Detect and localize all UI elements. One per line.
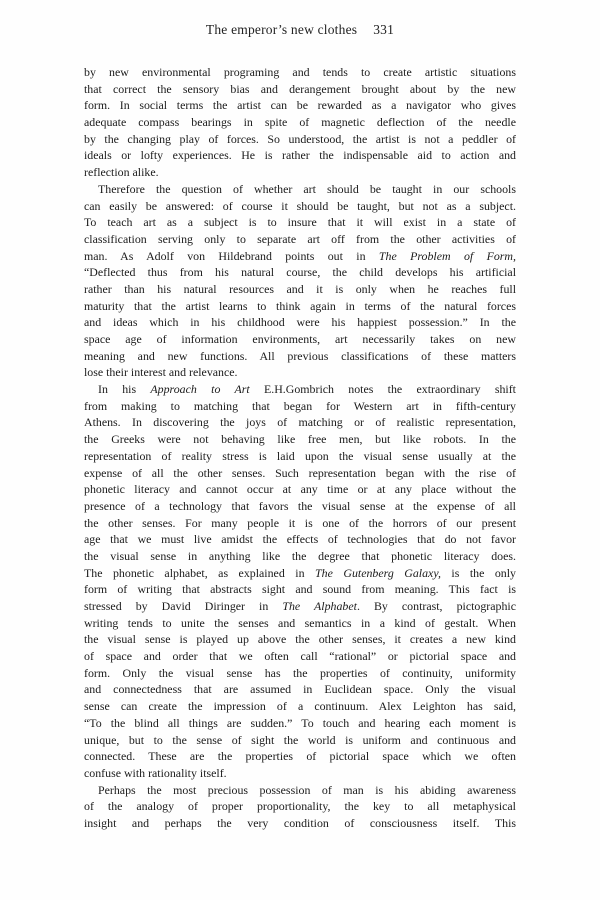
text-line: phonetic literacy and cannot occur at any time or at any place without the bbox=[84, 482, 516, 497]
text-line: Athens. In discovering the joys of matching or of realistic representation, bbox=[84, 415, 516, 430]
text-line: ideals or lofty experiences. He is rather the indispensable aid to action and bbox=[84, 148, 516, 163]
text-line: the visual sense in anything like the degree that phonetic literacy does. bbox=[84, 548, 516, 563]
text-line: and connectedness that are assumed in Euclidean space. Only the visual bbox=[84, 682, 516, 697]
page-number: 331 bbox=[373, 22, 395, 37]
text-line: connected. These are the properties of pictorial space which we often bbox=[84, 749, 516, 764]
text-line: In his Approach to Art E.H.Gombrich notes the extraordinary shift bbox=[98, 382, 516, 397]
text-line: age that we must live amidst the effects of technologies that do not favor bbox=[84, 532, 516, 547]
running-header bbox=[0, 22, 600, 38]
text-line: maturity that the artist learns to think again in terms of the natural forces bbox=[84, 298, 516, 313]
text-line: by new environmental programing and tends to create artistic situations bbox=[84, 65, 516, 79]
text-line: Therefore the question of whether art should be taught in our schools bbox=[98, 181, 516, 196]
paragraph bbox=[84, 64, 516, 181]
paragraph bbox=[84, 381, 516, 782]
text-line: presence of a technology that favors the visual sense at the expense of all bbox=[84, 498, 516, 513]
text-line: representation of reality stress is laid upon the visual sense usually at the bbox=[84, 448, 516, 463]
text-line: classification serving only to separate art off from the other activities of bbox=[84, 231, 516, 246]
text-line: writing tends to unite the senses and semantics in a kind of gestalt. When bbox=[84, 615, 516, 630]
text-line: lose their interest and relevance. bbox=[84, 365, 238, 380]
paragraph bbox=[84, 782, 516, 832]
text-line: form of writing that abstracts sight and sound from meaning. This fact is bbox=[84, 582, 516, 597]
text-line: that correct the sensory bias and derangement brought about by the new bbox=[84, 81, 516, 96]
text-line: form. In social terms the artist can be rewarded as a navigator who gives bbox=[84, 98, 516, 113]
text-line: the other senses. For many people it is one of the horrors of our present bbox=[84, 515, 516, 530]
text-line: from making to matching that began for Western art in fifth-century bbox=[84, 398, 516, 413]
paragraph bbox=[84, 181, 516, 381]
text-line: “To the blind all things are sudden.” To touch and hearing each moment is bbox=[84, 715, 516, 730]
text-line: “Deflected thus from his natural course, the child develops his artificial bbox=[84, 265, 516, 280]
text-line: and ideas which in his childhood were his happiest possession.” In the bbox=[84, 315, 516, 330]
text-line: adequate compass bearings in spite of magnetic deflection of the needle bbox=[84, 115, 516, 130]
text-line: by the changing play of forces. So understood, the artist is not a peddler of bbox=[84, 131, 516, 146]
text-line: unique, but to the sense of sight the world is uniform and continuous and bbox=[84, 732, 516, 747]
text-line: Perhaps the most precious possession of man is his abiding awareness bbox=[98, 782, 516, 797]
text-line: insight and perhaps the very condition of consciousness itself. This bbox=[84, 815, 516, 830]
text-line: rather than his natural resources and it is only when he reaches full bbox=[84, 281, 516, 296]
text-line: the Greeks were not behaving like free men, but like robots. In the bbox=[84, 432, 516, 447]
text-line: stressed by David Diringer in The Alphabet. By contrast, pictographic bbox=[84, 599, 516, 613]
text-line: of the analogy of proper proportionality, the key to all metaphysical bbox=[84, 799, 516, 814]
text-block bbox=[84, 64, 516, 832]
text-line: confuse with rationality itself. bbox=[84, 765, 227, 780]
text-line: man. As Adolf von Hildebrand points out in The Problem of Form, bbox=[84, 248, 516, 263]
text-line: expense of all the other senses. Such representation began with the rise of bbox=[84, 465, 516, 480]
running-title: The emperor’s new clothes bbox=[205, 22, 358, 37]
text-line: To teach art as a subject is to insure that it will exist in a state of bbox=[84, 215, 516, 230]
text-line: sense can create the impression of a continuum. Alex Leighton has said, bbox=[84, 699, 516, 714]
text-line: the visual sense is played up above the other senses, it creates a new kind bbox=[84, 632, 516, 647]
text-line: of space and order that we often call “rational” or pictorial space and bbox=[84, 649, 516, 664]
text-line: reflection alike. bbox=[84, 165, 159, 180]
text-line: can easily be answered: of course it should be taught, but not as a subject. bbox=[84, 198, 516, 213]
text-line: form. Only the visual sense has the properties of continuity, uniformity bbox=[84, 665, 516, 680]
text-line: meaning and new functions. All previous classifications of these matters bbox=[84, 348, 516, 363]
text-line: The phonetic alphabet, as explained in The Gutenberg Galaxy, is the only bbox=[84, 565, 516, 580]
text-line: space age of information environments, art necessarily takes on new bbox=[84, 332, 516, 346]
